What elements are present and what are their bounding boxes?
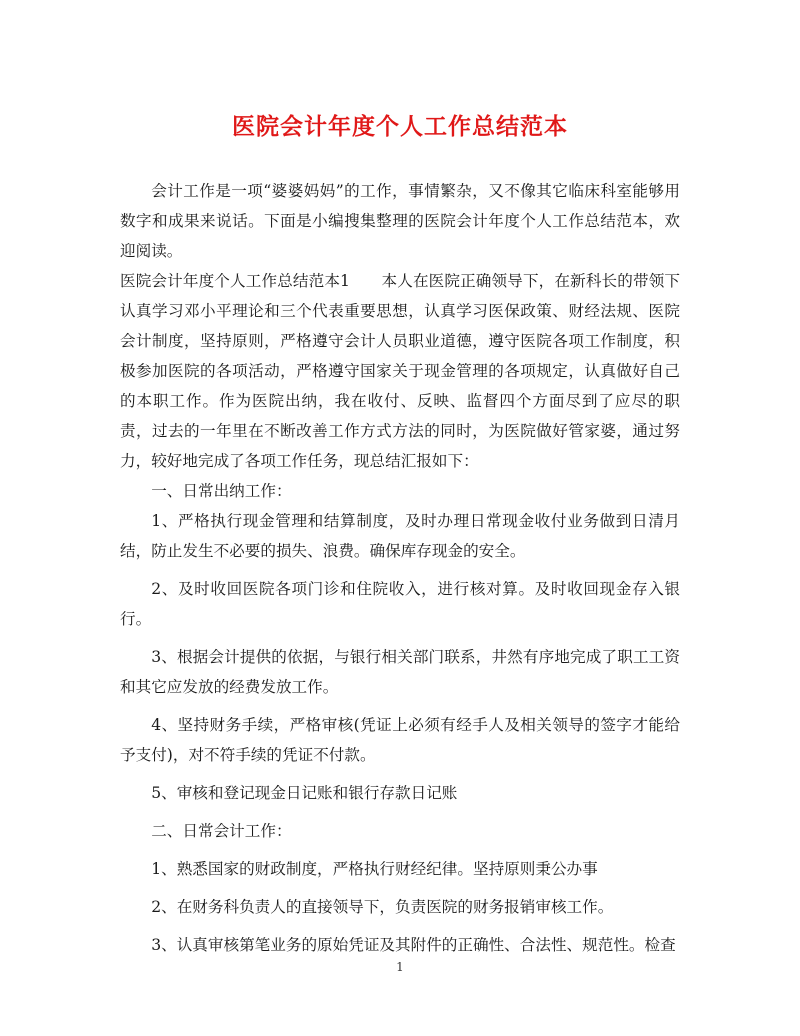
document-title: 医院会计年度个人工作总结范本 xyxy=(232,113,568,140)
list-item: 2、及时收回医院各项门诊和住院收入，进行核对算。及时收回现金存入银行。 xyxy=(120,580,680,628)
section-heading: 二、日常会计工作： xyxy=(151,822,292,840)
document-body xyxy=(120,176,680,960)
list-item: 1、熟悉国家的财政制度，严格执行财经纪律。坚持原则秉公办事 xyxy=(151,860,598,878)
list-item: 1、严格执行现金管理和结算制度，及时办理日常现金收付业务做到日清月结，防止发生不必要的损失、浪费。确保库存现金的安全。 xyxy=(120,512,680,560)
list-item: 4、坚持财务手续，严格审核(凭证上必须有经手人及相关领导的签字才能给予支付)，对不符手续的凭证不付款。 xyxy=(120,716,680,764)
list-item: 2、在财务科负责人的直接领导下，负责医院的财务报销审核工作。 xyxy=(151,898,614,916)
intro-paragraph: 会计工作是一项“婆婆妈妈”的工作，事情繁杂，又不像其它临床科室能够用数字和成果来说话。下面是小编搜集整理的医院会计年度个人工作总结范本，欢迎阅读。 xyxy=(120,182,680,260)
page-number: 1 xyxy=(396,960,404,974)
body-paragraph: 医院会计年度个人工作总结范本1 本人在医院正确领导下，在新科长的带领下认真学习邓小平理论和三个代表重要思想，认真学习医保政策、财经法规、医院会计制度，坚持原则，严格遵守会计人员职业道德，遵守医院各项工作制度，积极参加医院的各项活动，严格遵守国家关于现金管理的各项规定，认真做好自己的本职工作。作为医院出纳，我在收付、反映、监督四个方面尽到了应尽的职责，过去的一年里在不断改善工作方式方法的同时，为医院做好管家婆，通过努力，较好地完成了各项工作任务，现总结汇报如下： xyxy=(120,272,680,470)
list-item: 3、认真审核第笔业务的原始凭证及其附件的正确性、合法性、规范性。检查 xyxy=(151,936,676,954)
list-item: 5、审核和登记现金日记账和银行存款日记账 xyxy=(151,784,458,802)
section-heading: 一、日常出纳工作： xyxy=(151,482,292,500)
list-item: 3、根据会计提供的依据，与银行相关部门联系，井然有序地完成了职工工资和其它应发放的经费发放工作。 xyxy=(120,648,680,696)
